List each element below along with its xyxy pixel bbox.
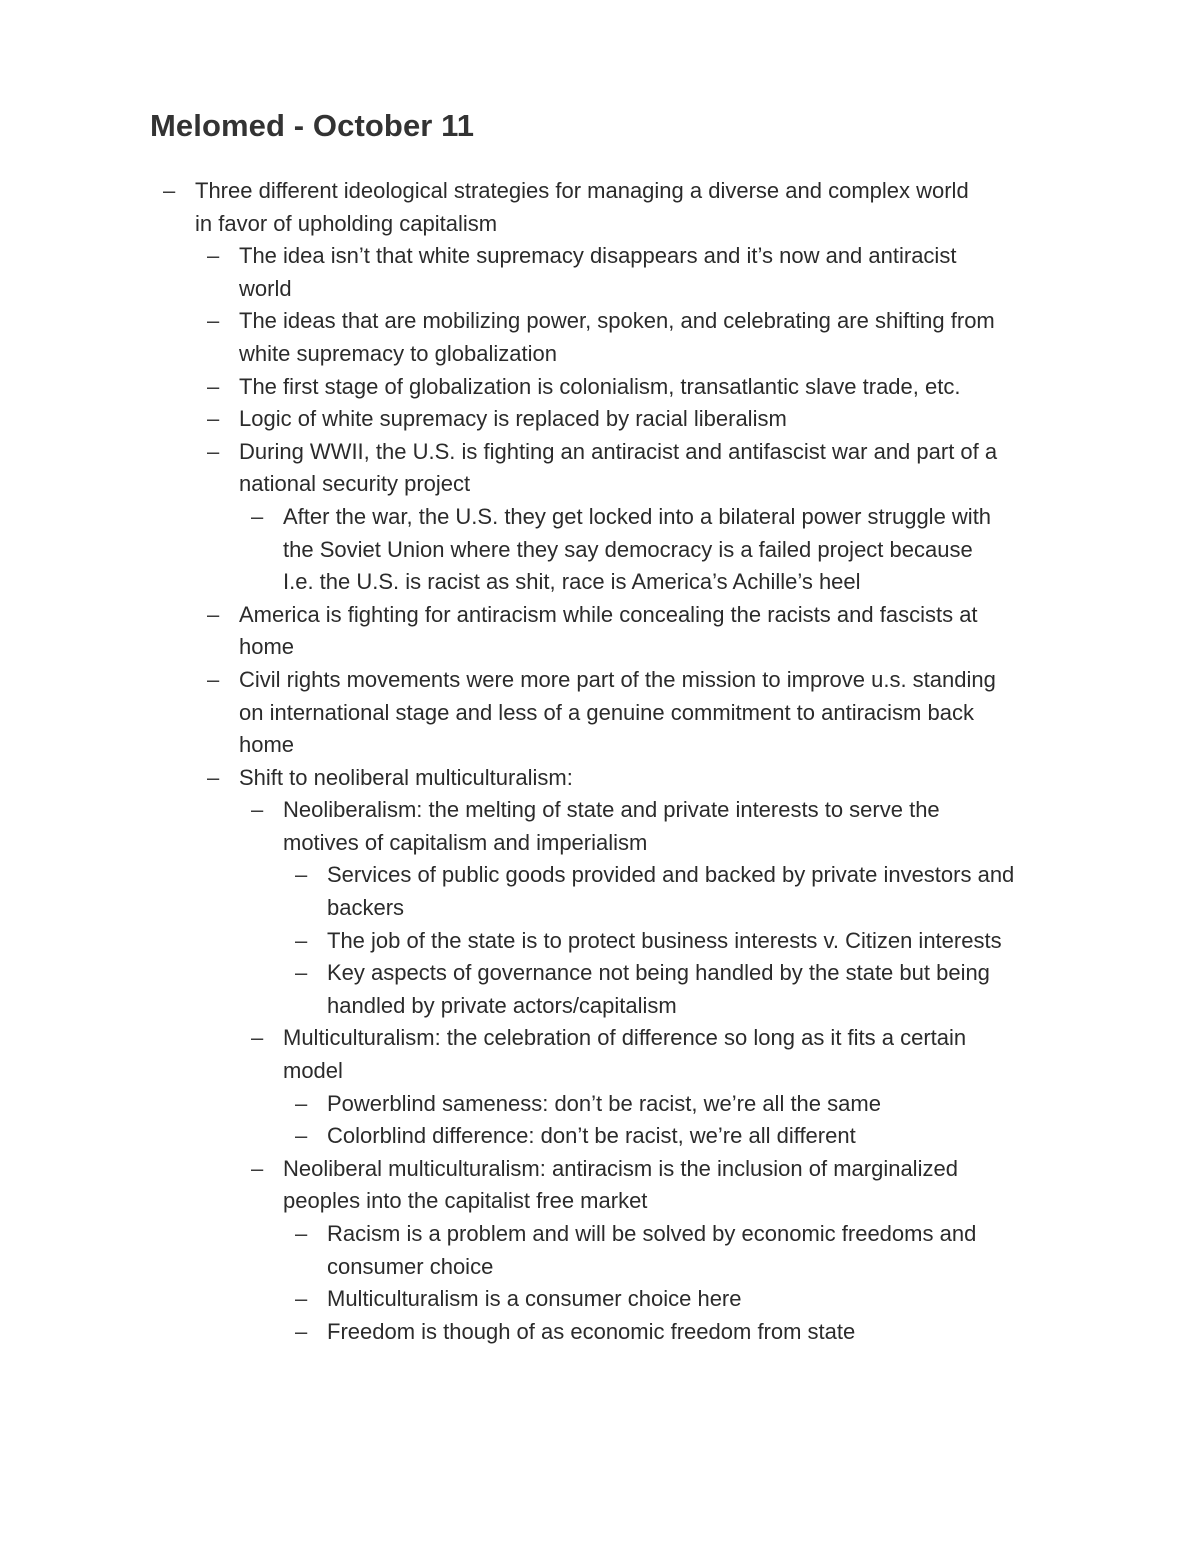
outline-item-text: Civil rights movements were more part of the mission to improve u.s. standing on international stage and less of a genuine commitment to antiracism back home — [239, 666, 996, 758]
outline-item — [295, 1316, 1062, 1349]
dash-bullet: – — [207, 764, 220, 790]
outline-item-text: After the war, the U.S. they get locked into a bilateral power struggle with the Soviet Union where they say democracy is a failed project because I.e. the U.S. is racist as shit, race is America’s Achille’s heel — [283, 503, 992, 595]
outline-item — [207, 240, 1009, 305]
outline-item-text: Powerblind sameness: don’t be racist, we’re all the same — [327, 1090, 881, 1116]
dash-bullet: – — [251, 797, 264, 823]
nested-outline-list — [295, 1218, 1063, 1348]
dash-bullet: – — [295, 927, 308, 953]
outline-item-text: The ideas that are mobilizing power, spoken, and celebrating are shifting from white supremacy to globalization — [239, 308, 995, 366]
outline-item-text: Racism is a problem and will be solved by economic freedoms and consumer choice — [327, 1221, 977, 1279]
outline-item — [295, 1283, 1062, 1316]
outline-item — [295, 859, 1062, 924]
outline-item-text: Shift to neoliberal multiculturalism: — [239, 764, 573, 790]
dash-bullet: – — [295, 862, 308, 888]
outline-item — [251, 501, 1008, 599]
notes-outline — [163, 175, 1063, 1348]
outline-item — [251, 1153, 1008, 1218]
outline-item-text: During WWII, the U.S. is fighting an antiracist and antifascist war and part of a national security project — [239, 438, 998, 497]
dash-bullet: – — [207, 308, 220, 334]
outline-item — [207, 436, 1009, 501]
dash-bullet: – — [163, 178, 176, 203]
outline-item — [207, 403, 1009, 436]
document-title: Melomed - October 11 — [150, 108, 475, 143]
outline-item-text: Services of public goods provided and backed by private investors and backers — [327, 862, 1015, 921]
nested-outline-list — [295, 1088, 1063, 1153]
outline-item-text: America is fighting for antiracism while concealing the racists and fascists at home — [239, 601, 978, 660]
dash-bullet: – — [207, 406, 220, 432]
dash-bullet: – — [207, 601, 220, 627]
dash-bullet: – — [251, 1025, 264, 1051]
outline-item — [295, 1120, 1062, 1153]
outline-item-text: The job of the state is to protect business interests v. Citizen interests — [327, 927, 1002, 953]
outline-item-text: Colorblind difference: don’t be racist, we’re all different — [327, 1123, 856, 1149]
outline-item — [207, 664, 1009, 762]
outline-item — [207, 305, 1009, 370]
outline-item — [251, 794, 1008, 859]
outline-item-text: Three different ideological strategies for managing a diverse and complex world in favor of upholding capitalism — [195, 178, 969, 236]
outline-item — [207, 371, 1009, 404]
outline-item-text: Neoliberal multiculturalism: antiracism is the inclusion of marginalized peoples into the capitalist free market — [283, 1155, 958, 1214]
outline-item-text: Multiculturalism is a consumer choice here — [327, 1286, 742, 1312]
dash-bullet: – — [295, 1221, 308, 1246]
nested-outline-list — [207, 240, 1063, 1348]
outline-item-text: Key aspects of governance not being handled by the state but being handled by private actors/capitalism — [327, 960, 990, 1018]
outline-item — [295, 1088, 1062, 1121]
dash-bullet: – — [207, 243, 220, 269]
outline-item — [295, 925, 1062, 958]
dash-bullet: – — [251, 1155, 264, 1181]
outline-item-text: Neoliberalism: the melting of state and private interests to serve the motives of capitalism and imperialism — [283, 797, 940, 855]
outline-item — [163, 175, 975, 240]
outline-item — [207, 762, 1009, 795]
outline-item — [295, 1218, 1062, 1283]
outline-item-text: Logic of white supremacy is replaced by racial liberalism — [239, 406, 787, 432]
dash-bullet: – — [295, 1318, 308, 1344]
nested-outline-list — [295, 859, 1063, 1022]
nested-outline-list — [251, 501, 1063, 599]
outline-item — [251, 1022, 1008, 1087]
outline-list — [163, 175, 1063, 1348]
dash-bullet: – — [295, 1286, 308, 1312]
dash-bullet: – — [207, 438, 220, 464]
outline-item — [207, 599, 1009, 664]
dash-bullet: – — [295, 1123, 308, 1149]
outline-item-text: Freedom is though of as economic freedom from state — [327, 1318, 856, 1344]
dash-bullet: – — [251, 503, 264, 529]
outline-item-text: The first stage of globalization is colonialism, transatlantic slave trade, etc. — [239, 373, 961, 399]
outline-item-text: Multiculturalism: the celebration of difference so long as it fits a certain model — [283, 1025, 967, 1084]
dash-bullet: – — [295, 960, 308, 986]
outline-item-text: The idea isn’t that white supremacy disappears and it’s now and antiracist world — [239, 243, 957, 301]
outline-item — [295, 957, 1062, 1022]
dash-bullet: – — [207, 666, 220, 692]
dash-bullet: – — [207, 373, 220, 399]
nested-outline-list — [251, 794, 1063, 1348]
dash-bullet: – — [295, 1090, 308, 1116]
